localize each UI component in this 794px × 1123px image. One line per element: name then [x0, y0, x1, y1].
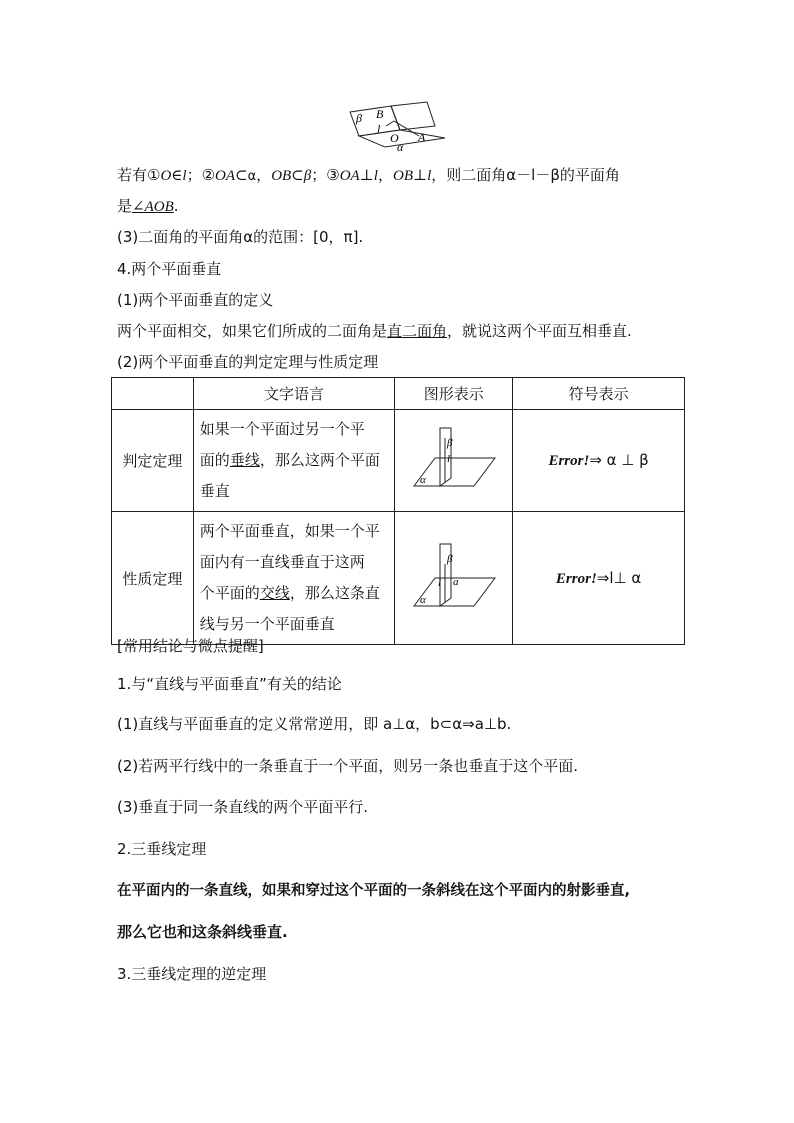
fig-label-beta: β — [446, 553, 453, 565]
fig-label-beta: β — [356, 111, 362, 125]
perpendicular-line-term: 垂线 — [229, 451, 260, 469]
conclusion-1-item-3: (3)垂直于同一条直线的两个平面平行. — [117, 798, 369, 816]
table-header-cell: 文字语言 — [193, 378, 395, 410]
right-dihedral-angle-term: 直二面角 — [387, 322, 448, 340]
math-segment: α — [247, 169, 257, 184]
fig-label-O: O — [390, 131, 399, 145]
three-perpendiculars-theorem-line-2: 那么它也和这条斜线垂直. — [117, 923, 288, 941]
fig-label-B: B — [376, 107, 384, 121]
fig-label-alpha: α — [419, 594, 426, 606]
math-segment: OB⊥l — [392, 168, 432, 184]
plane-angle-conditions — [117, 165, 620, 187]
fig-label-a: a — [452, 576, 459, 588]
desc-line: 如果一个平面过另一个平 — [199, 420, 365, 438]
dihedral-angle-figure — [345, 100, 450, 152]
fig-label-alpha: α — [397, 140, 404, 152]
symbolic-expression — [513, 512, 685, 645]
text-segment: 若有① — [117, 166, 161, 184]
three-perpendiculars-theorem-line-1: 在平面内的一条直线，如果和穿过这个平面的一条斜线在这个平面内的射影垂直, — [117, 883, 631, 899]
plane-angle-conclusion — [117, 196, 179, 217]
row-description — [193, 512, 395, 645]
table-header-cell — [112, 378, 194, 410]
figure-cell — [395, 410, 513, 512]
text-segment: ， — [256, 166, 272, 184]
math-segment: OB⊂β — [271, 168, 312, 184]
conclusion-3-title: 3.三垂线定理的逆定理 — [117, 965, 267, 983]
judgment-theorem-figure — [411, 426, 497, 492]
subsection-2-title: (2)两个平面垂直的判定定理与性质定理 — [117, 353, 379, 371]
table-header-cell: 符号表示 — [513, 378, 685, 410]
text-segment: 两个平面相交，如果它们所成的二面角是 — [117, 322, 388, 340]
symbol-text: ⇒l⊥ α — [596, 568, 642, 587]
desc-line: 两个平面垂直，如果一个平 — [199, 522, 380, 540]
text-segment: 的平面角 — [559, 166, 620, 184]
desc-line: 面内有一直线垂直于这两 — [199, 553, 365, 571]
fig-label-l: l — [437, 577, 441, 589]
math-segment: OA⊥l — [339, 168, 378, 184]
table-row — [112, 410, 685, 512]
intersection-line-term: 交线 — [259, 584, 290, 602]
subsection-1-title: (1)两个平面垂直的定义 — [117, 291, 274, 309]
fig-label-l: l — [446, 452, 450, 465]
fig-label-l: l — [377, 122, 381, 136]
theorem-table — [111, 377, 685, 645]
text-segment: 是 — [117, 197, 133, 215]
desc-line: 线与另一个平面垂直 — [199, 615, 335, 633]
perpendicular-planes-definition — [117, 321, 632, 341]
error-text: Error! — [548, 453, 590, 469]
common-conclusions-title: [常用结论与微点提醒] — [117, 637, 264, 655]
text-segment: ， — [377, 166, 393, 184]
item-3-range: (3)二面角的平面角α的范围：[0，π]. — [117, 228, 364, 246]
angle-aob: ∠AOB — [132, 199, 174, 215]
section-4-title: 4.两个平面垂直 — [117, 260, 222, 278]
text-segment: ；③ — [311, 166, 340, 184]
table-row — [112, 512, 685, 645]
fig-label-A: A — [418, 130, 426, 144]
text-segment: ，那么这条直 — [289, 584, 380, 602]
text-segment: ；② — [186, 166, 216, 184]
text-segment: ，那么这两个平面 — [259, 451, 380, 469]
error-text: Error! — [555, 570, 597, 587]
figure-cell — [395, 512, 513, 645]
math-segment: O∈l — [160, 168, 187, 184]
conclusion-1-title: 1.与“直线与平面垂直”有关的结论 — [117, 675, 342, 693]
text-segment: . — [173, 197, 179, 215]
text-segment: ，就说这两个平面互相垂直. — [447, 322, 632, 340]
row-description — [193, 410, 395, 512]
desc-line — [200, 578, 389, 609]
text-segment: 个平面的 — [199, 584, 260, 602]
fig-label-beta: β — [446, 436, 453, 449]
table-header-cell: 图形表示 — [395, 378, 513, 410]
text-segment: ，则二面角 — [431, 166, 507, 184]
symbolic-expression — [513, 410, 685, 512]
conclusion-2-title: 2.三垂线定理 — [117, 840, 207, 858]
desc-line — [200, 445, 389, 476]
conclusion-1-item-2: (2)若两平行线中的一条垂直于一个平面，则另一条也垂直于这个平面. — [117, 757, 579, 775]
row-label: 性质定理 — [112, 512, 194, 645]
conclusion-1-item-1: (1)直线与平面垂直的定义常常逆用，即 a⊥α，b⊂α⇒a⊥b. — [117, 715, 512, 733]
text-segment: 面的 — [199, 451, 230, 469]
table-header-row — [112, 378, 685, 410]
math-segment: α－l－β — [506, 166, 560, 184]
fig-label-alpha: α — [419, 473, 426, 486]
desc-line: 垂直 — [199, 482, 230, 500]
symbol-text: ⇒ α ⊥ β — [589, 451, 649, 469]
math-segment: OA⊂ — [215, 168, 248, 184]
property-theorem-figure — [411, 540, 497, 612]
row-label: 判定定理 — [112, 410, 194, 512]
